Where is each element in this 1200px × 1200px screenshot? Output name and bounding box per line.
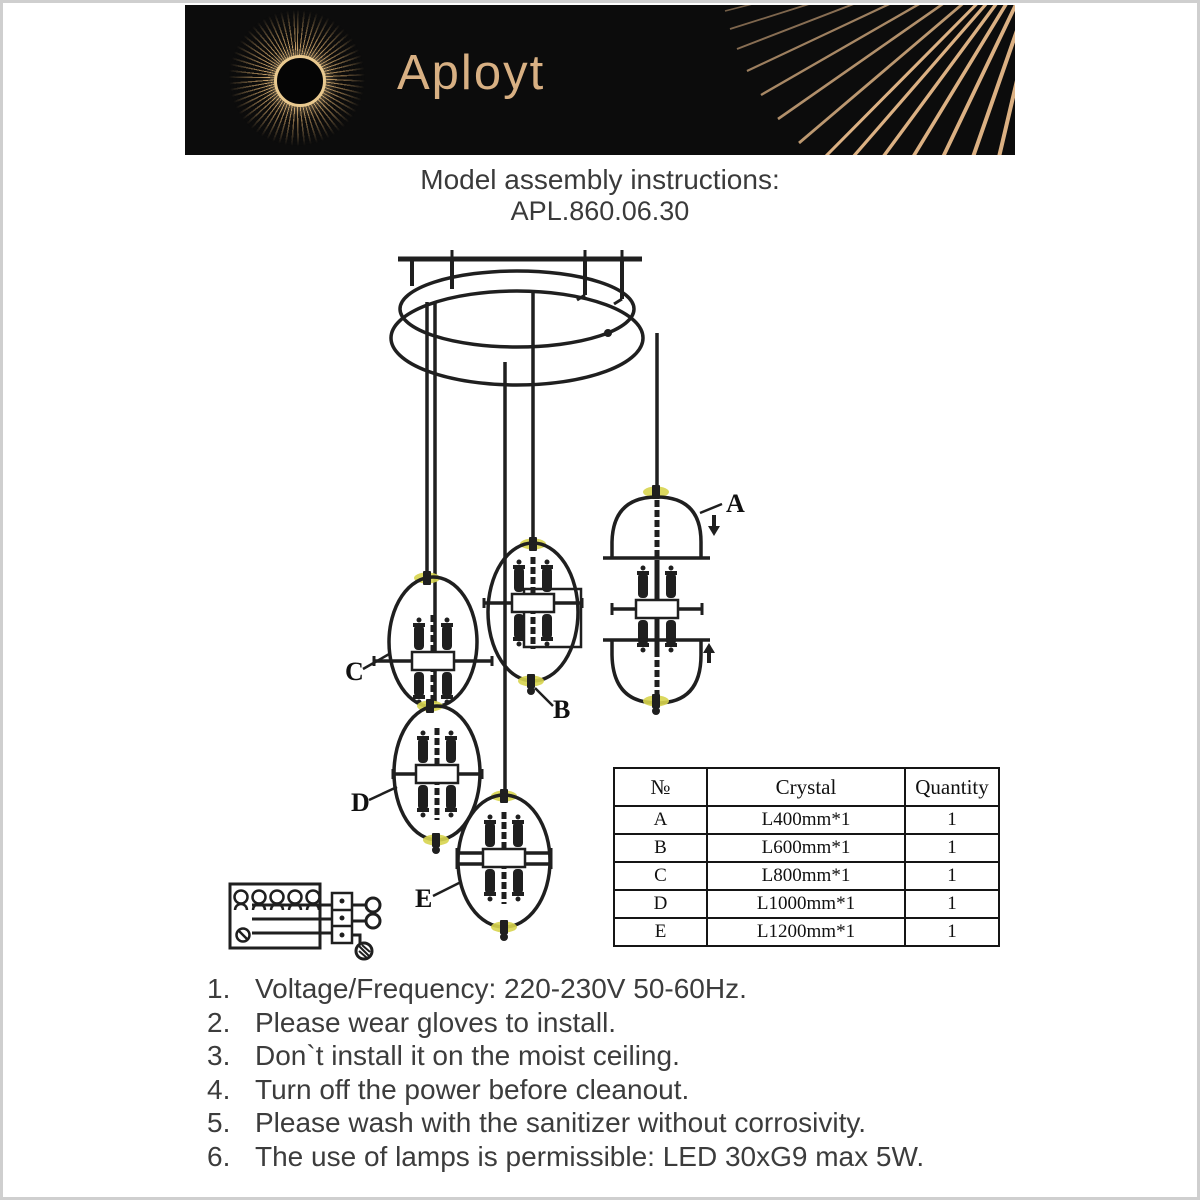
label-e: E (415, 884, 433, 913)
assembly-arrow-up (703, 643, 715, 663)
ceiling-canopy (391, 271, 643, 385)
item-text: Don`t install it on the moist ceiling. (255, 1040, 680, 1071)
cell-no: D (614, 890, 707, 918)
cell-crystal: L600mm*1 (707, 834, 905, 862)
pendant-b (484, 537, 582, 695)
cell-no: A (614, 806, 707, 834)
label-d: D (351, 788, 370, 817)
cell-quantity: 1 (905, 862, 999, 890)
wiring-terminal-block (230, 884, 380, 959)
header-no: № (614, 768, 707, 806)
cell-crystal: L1200mm*1 (707, 918, 905, 946)
item-number: 3. (207, 1040, 231, 1071)
list-item (207, 1106, 1087, 1140)
item-number: 1. (207, 973, 231, 1004)
cell-crystal: L400mm*1 (707, 806, 905, 834)
label-c: C (345, 657, 364, 686)
ceiling-mount-bracket (398, 250, 642, 304)
cell-quantity: 1 (905, 806, 999, 834)
gold-rays-decoration (185, 5, 1015, 155)
cell-no: C (614, 862, 707, 890)
pendant-c (374, 571, 492, 713)
item-number: 6. (207, 1140, 231, 1172)
instructions-list (207, 972, 1087, 1173)
cell-no: B (614, 834, 707, 862)
header-crystal: Crystal (707, 768, 905, 806)
list-item (207, 1039, 1087, 1073)
pendant-a-exploded (603, 485, 720, 715)
cell-quantity: 1 (905, 890, 999, 918)
list-item (207, 1073, 1087, 1107)
list-item (207, 972, 1087, 1006)
cell-quantity: 1 (905, 918, 999, 946)
label-a: A (726, 489, 745, 518)
list-item (207, 1006, 1087, 1040)
item-number: 5. (207, 1107, 231, 1138)
cell-crystal: L1000mm*1 (707, 890, 905, 918)
title-block (0, 163, 1200, 227)
cell-no: E (614, 918, 707, 946)
item-number: 4. (207, 1073, 231, 1105)
item-text: The use of lamps is permissible: LED 30xG9 max 5W. (255, 1140, 925, 1172)
model-number: APL.860.06.30 (510, 196, 690, 226)
parts-table (613, 767, 1000, 947)
page-title: Model assembly instructions: (420, 164, 780, 195)
table-row (614, 890, 999, 918)
label-b: B (553, 695, 571, 724)
cell-crystal: L800mm*1 (707, 862, 905, 890)
item-text: Please wash with the sanitizer without corrosivity. (255, 1107, 867, 1138)
table-row (614, 918, 999, 946)
pendant-d (393, 706, 482, 854)
table-row (614, 834, 999, 862)
item-number: 2. (207, 1006, 231, 1038)
list-item (207, 1140, 1087, 1174)
ground-symbol (356, 943, 372, 959)
item-text: Turn off the power before cleanout. (255, 1073, 690, 1105)
header-quantity: Quantity (905, 768, 999, 806)
assembly-arrow-down (708, 515, 720, 536)
item-text: Please wear gloves to install. (255, 1006, 617, 1038)
brand-name: Aployt (397, 46, 546, 100)
item-text: Voltage/Frequency: 220-230V 50-60Hz. (255, 973, 747, 1004)
table-row (614, 806, 999, 834)
table-row (614, 862, 999, 890)
table-header-row (614, 768, 999, 806)
brand-banner (185, 5, 1015, 155)
cell-quantity: 1 (905, 834, 999, 862)
